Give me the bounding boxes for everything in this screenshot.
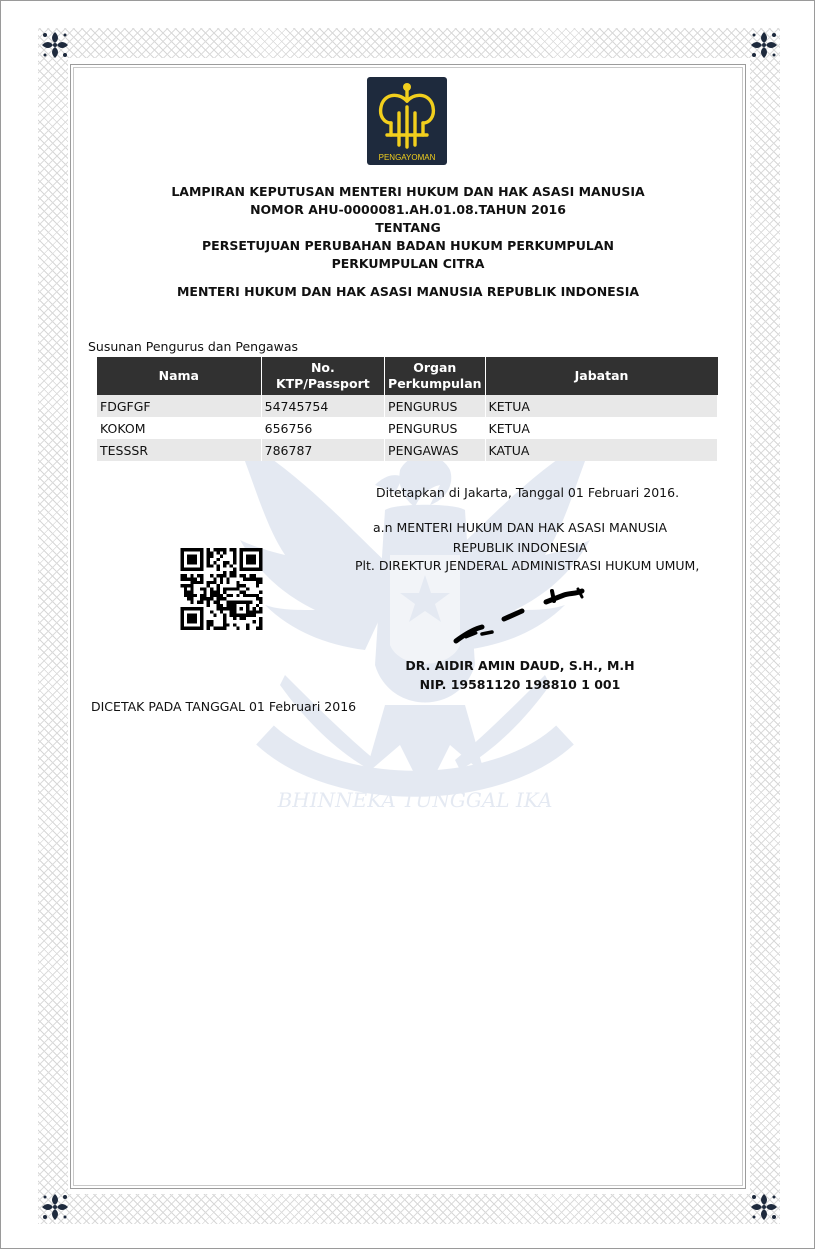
table-header-row: [97, 357, 718, 395]
table-cell: KOKOM: [97, 417, 261, 439]
document-heading: [90, 183, 726, 273]
official-name: DR. AIDIR AMIN DAUD, S.H., M.H: [405, 658, 635, 673]
logo-caption: PENGAYOMAN: [378, 153, 436, 162]
table-cell: PENGURUS: [385, 417, 486, 439]
place-date: Ditetapkan di Jakarta, Tanggal 01 Februari 2016.: [376, 485, 680, 500]
official-nip: NIP. 19581120 198810 1 001: [419, 677, 621, 692]
table-cell: KATUA: [485, 439, 717, 461]
qr-code-icon: [180, 548, 263, 630]
ministry-heading: MENTERI HUKUM DAN HAK ASASI MANUSIA REPUBLIK INDONESIA: [176, 284, 640, 299]
table-header-cell: Organ Perkumpulan: [385, 357, 486, 395]
table-cell: FDGFGF: [97, 395, 261, 417]
table-header-cell: Jabatan: [485, 357, 717, 395]
heading-line-2: NOMOR AHU-0000081.AH.01.08.TAHUN 2016: [250, 202, 566, 217]
heading-line-3: TENTANG: [375, 220, 441, 235]
table-header-cell: Nama: [97, 357, 261, 395]
table-cell: PENGAWAS: [385, 439, 486, 461]
table-cell: PENGURUS: [385, 395, 486, 417]
table-cell: 54745754: [261, 395, 384, 417]
handwritten-signature: [452, 587, 587, 645]
table-cell: KETUA: [485, 417, 717, 439]
table-cell: 786787: [261, 439, 384, 461]
heading-line-1: LAMPIRAN KEPUTUSAN MENTERI HUKUM DAN HAK ASASI MANUSIA: [171, 184, 645, 199]
table-cell: TESSSR: [97, 439, 261, 461]
print-date: DICETAK PADA TANGGAL 01 Februari 2016: [91, 699, 357, 714]
heading-line-5: PERKUMPULAN CITRA: [331, 256, 485, 271]
table-header-cell: No. KTP/Passport: [261, 357, 384, 395]
official-title: Plt. DIREKTUR JENDERAL ADMINISTRASI HUKUM UMUM,: [355, 558, 700, 573]
on-behalf-line-1: a.n MENTERI HUKUM DAN HAK ASASI MANUSIA: [372, 520, 668, 535]
table-cell: KETUA: [485, 395, 717, 417]
corner-ornament-icon: [40, 1192, 70, 1222]
table-row: [97, 395, 718, 417]
table-row: [97, 439, 718, 461]
corner-ornament-icon: [749, 30, 779, 60]
watermark-motto: BHINNEKA TUNGGAL IKA: [277, 788, 553, 812]
corner-ornament-icon: [749, 1192, 779, 1222]
table-caption: Susunan Pengurus dan Pengawas: [88, 339, 299, 354]
table-row: [97, 417, 718, 439]
pengurus-table: [97, 357, 718, 461]
table-cell: 656756: [261, 417, 384, 439]
pengayoman-logo-icon: [367, 77, 447, 165]
corner-ornament-icon: [40, 30, 70, 60]
heading-line-4: PERSETUJUAN PERUBAHAN BADAN HUKUM PERKUMPULAN: [202, 238, 614, 253]
on-behalf-line-2: REPUBLIK INDONESIA: [452, 540, 588, 555]
